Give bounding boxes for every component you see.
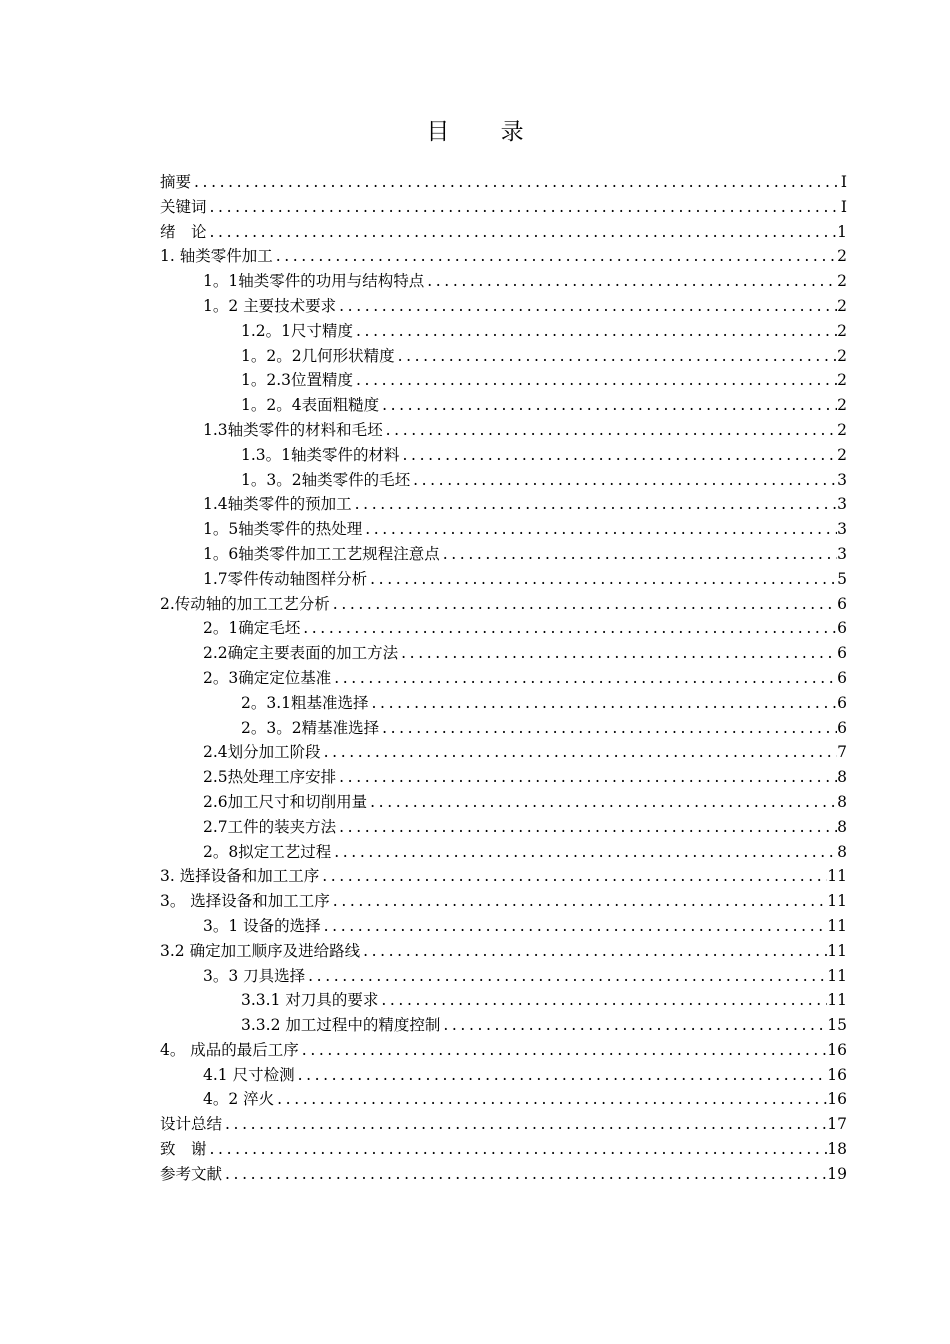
toc-entry-page: I [840, 197, 847, 216]
toc-dot-leader [379, 988, 827, 1013]
toc-dot-leader [208, 1137, 828, 1162]
toc-entry-page: 6 [837, 619, 847, 638]
toc-entry[interactable] [160, 864, 847, 889]
toc-entry-page: 2 [837, 321, 847, 340]
toc-entry[interactable] [160, 1137, 847, 1162]
toc-entry-page: 1 [837, 222, 847, 241]
toc-entry-page: 11 [827, 941, 847, 960]
toc-title: 目 录 [426, 119, 546, 145]
toc-dot-leader [380, 393, 837, 418]
toc-entry[interactable] [160, 765, 847, 790]
toc-entry-page: 2 [837, 346, 847, 365]
toc-entry-page: 7 [837, 743, 847, 762]
toc-dot-leader [396, 344, 838, 369]
toc-entry[interactable] [160, 418, 847, 443]
toc-entry[interactable] [160, 666, 847, 691]
toc-entry-title: 3.3.1 对刀具的要求 [241, 988, 379, 1013]
toc-entry-title: 1。2 主要技术要求 [203, 294, 337, 319]
toc-entry-page: 6 [837, 693, 847, 712]
toc-entry[interactable] [160, 790, 847, 815]
toc-entry[interactable] [160, 1087, 847, 1112]
toc-entry-page: 16 [827, 1090, 847, 1109]
toc-entry[interactable] [160, 393, 847, 418]
toc-entry-title: 摘要 [160, 170, 192, 195]
toc-entry[interactable] [160, 567, 847, 592]
toc-entry-page: 2 [837, 445, 847, 464]
toc-entry[interactable] [160, 319, 847, 344]
toc-entry-page: 2 [837, 420, 847, 439]
toc-entry-title: 2.传动轴的加工工艺分析 [160, 592, 331, 617]
toc-dot-leader [306, 964, 827, 989]
toc-entry-page: 16 [827, 1040, 847, 1059]
toc-entry-page: 2 [837, 272, 847, 291]
toc-dot-leader [380, 716, 837, 741]
toc-entry-title: 1. 轴类零件加工 [160, 244, 274, 269]
toc-entry-page: 6 [837, 668, 847, 687]
toc-entry-title: 2。1确定毛坯 [203, 616, 301, 641]
toc-entry-page: 6 [837, 644, 847, 663]
toc-entry-title: 2。3。2精基准选择 [241, 716, 380, 741]
toc-entry-title: 3。1 设备的选择 [203, 914, 322, 939]
toc-entry-page: 5 [837, 569, 847, 588]
toc-dot-leader [223, 1112, 827, 1137]
toc-entry[interactable] [160, 468, 847, 493]
toc-entry-page: 8 [837, 817, 847, 836]
toc-entry-title: 设计总结 [160, 1112, 223, 1137]
toc-entry-title: 2.7工件的装夹方法 [203, 815, 337, 840]
toc-entry-title: 1。3。2轴类零件的毛坯 [241, 468, 411, 493]
toc-entry[interactable] [160, 443, 847, 468]
toc-entry-page: 11 [827, 892, 847, 911]
toc-entry[interactable] [160, 988, 847, 1013]
table-of-contents [160, 170, 847, 1187]
toc-entry-title: 1。5轴类零件的热处理 [203, 517, 363, 542]
toc-entry[interactable] [160, 1112, 847, 1137]
toc-entry-page: 19 [827, 1164, 847, 1183]
toc-entry-title: 2.2确定主要表面的加工方法 [203, 641, 399, 666]
toc-entry-title: 参考文献 [160, 1162, 223, 1187]
toc-entry-page: 3 [837, 544, 847, 563]
toc-entry[interactable] [160, 1063, 847, 1088]
toc-dot-leader [363, 517, 837, 542]
toc-dot-leader [332, 840, 837, 865]
toc-dot-leader [296, 1063, 828, 1088]
toc-entry-title: 2.4划分加工阶段 [203, 740, 322, 765]
toc-entry-page: 3 [837, 495, 847, 514]
toc-dot-leader [441, 1013, 827, 1038]
toc-entry-page: 8 [837, 842, 847, 861]
toc-entry-page: 2 [837, 371, 847, 390]
toc-entry[interactable] [160, 592, 847, 617]
toc-entry[interactable] [160, 641, 847, 666]
toc-entry-title: 3。3 刀具选择 [203, 964, 306, 989]
toc-entry-title: 关键词 [160, 195, 208, 220]
toc-entry-title: 致 谢 [160, 1137, 208, 1162]
toc-entry-title: 3.3.2 加工过程中的精度控制 [241, 1013, 441, 1038]
toc-entry-page: 8 [837, 792, 847, 811]
toc-entry-page: 3 [837, 520, 847, 539]
toc-entry-title: 3. 选择设备和加工工序 [160, 864, 320, 889]
toc-dot-leader [208, 195, 839, 220]
toc-dot-leader [370, 691, 838, 716]
toc-dot-leader [320, 864, 827, 889]
toc-entry[interactable] [160, 244, 847, 269]
toc-entry[interactable] [160, 1162, 847, 1187]
toc-entry[interactable] [160, 195, 847, 220]
toc-entry-title: 4。 成品的最后工序 [160, 1038, 300, 1063]
toc-entry-page: 18 [827, 1140, 847, 1159]
toc-entry-title: 4.1 尺寸检测 [203, 1063, 296, 1088]
toc-entry[interactable] [160, 840, 847, 865]
toc-entry-page: 2 [837, 247, 847, 266]
toc-entry-title: 1.4轴类零件的预加工 [203, 492, 353, 517]
toc-entry[interactable] [160, 344, 847, 369]
toc-dot-leader [192, 170, 839, 195]
toc-entry[interactable] [160, 815, 847, 840]
toc-dot-leader [275, 1087, 827, 1112]
toc-entry[interactable] [160, 368, 847, 393]
toc-entry-page: 8 [837, 768, 847, 787]
toc-entry-title: 4。2 淬火 [203, 1087, 275, 1112]
toc-entry-page: 2 [837, 396, 847, 415]
toc-entry[interactable] [160, 220, 847, 245]
toc-entry[interactable] [160, 939, 847, 964]
toc-entry-page: 11 [827, 966, 847, 985]
toc-entry-page: 15 [827, 1016, 847, 1035]
toc-entry[interactable] [160, 889, 847, 914]
toc-dot-leader [411, 468, 837, 493]
toc-entry-page: 11 [827, 867, 847, 886]
toc-dot-leader [332, 666, 837, 691]
toc-dot-leader [331, 889, 827, 914]
toc-entry-title: 1。2。2几何形状精度 [241, 344, 396, 369]
toc-dot-leader [337, 765, 837, 790]
toc-dot-leader [368, 567, 837, 592]
toc-dot-leader [300, 1038, 827, 1063]
toc-entry[interactable] [160, 492, 847, 517]
toc-entry-title: 1.2。1尺寸精度 [241, 319, 354, 344]
toc-dot-leader [337, 294, 837, 319]
toc-entry[interactable] [160, 542, 847, 567]
toc-entry[interactable] [160, 269, 847, 294]
toc-dot-leader [322, 914, 828, 939]
toc-entry[interactable] [160, 691, 847, 716]
toc-entry[interactable] [160, 1013, 847, 1038]
toc-entry-title: 2。3.1粗基准选择 [241, 691, 370, 716]
toc-entry-title: 2.5热处理工序安排 [203, 765, 337, 790]
toc-entry[interactable] [160, 1038, 847, 1063]
toc-entry-page: I [840, 173, 847, 191]
toc-dot-leader [331, 592, 837, 617]
toc-entry-page: 6 [837, 718, 847, 737]
toc-dot-leader [274, 244, 837, 269]
toc-entry-page: 11 [827, 991, 847, 1010]
toc-entry-title: 1.7零件传动轴图样分析 [203, 567, 368, 592]
toc-entry-page: 17 [827, 1115, 847, 1134]
toc-dot-leader [401, 443, 838, 468]
toc-entry-page: 6 [837, 594, 847, 613]
toc-entry-title: 3.2 确定加工顺序及进给路线 [160, 939, 361, 964]
toc-entry-title: 2.6加工尺寸和切削用量 [203, 790, 368, 815]
toc-entry-page: 16 [827, 1065, 847, 1084]
toc-dot-leader [301, 616, 837, 641]
toc-entry-title: 绪 论 [160, 220, 208, 245]
toc-entry-title: 3。 选择设备和加工工序 [160, 889, 331, 914]
toc-dot-leader [337, 815, 837, 840]
toc-entry[interactable] [160, 716, 847, 741]
toc-entry-page: 2 [837, 296, 847, 315]
toc-entry[interactable] [160, 170, 847, 195]
toc-dot-leader [354, 319, 837, 344]
toc-entry-title: 2。3确定定位基准 [203, 666, 332, 691]
toc-dot-leader [425, 269, 837, 294]
toc-entry[interactable] [160, 914, 847, 939]
toc-dot-leader [361, 939, 827, 964]
toc-entry[interactable] [160, 294, 847, 319]
toc-entry[interactable] [160, 964, 847, 989]
toc-entry-title: 1.3轴类零件的材料和毛坯 [203, 418, 384, 443]
toc-entry[interactable] [160, 616, 847, 641]
toc-entry-title: 1。2。4表面粗糙度 [241, 393, 380, 418]
toc-dot-leader [223, 1162, 827, 1187]
toc-dot-leader [322, 740, 837, 765]
toc-entry[interactable] [160, 740, 847, 765]
toc-entry-title: 1。1轴类零件的功用与结构特点 [203, 269, 425, 294]
toc-entry-title: 1.3。1轴类零件的材料 [241, 443, 401, 468]
toc-dot-leader [441, 542, 837, 567]
toc-entry-title: 1。6轴类零件加工工艺规程注意点 [203, 542, 441, 567]
toc-dot-leader [368, 790, 837, 815]
toc-dot-leader [353, 492, 837, 517]
toc-entry-page: 3 [837, 470, 847, 489]
toc-entry-title: 2。8拟定工艺过程 [203, 840, 332, 865]
toc-entry[interactable] [160, 517, 847, 542]
toc-dot-leader [208, 220, 838, 245]
toc-entry-title: 1。2.3位置精度 [241, 368, 354, 393]
toc-dot-leader [384, 418, 837, 443]
toc-dot-leader [399, 641, 837, 666]
toc-entry-page: 11 [827, 916, 847, 935]
toc-dot-leader [354, 368, 837, 393]
